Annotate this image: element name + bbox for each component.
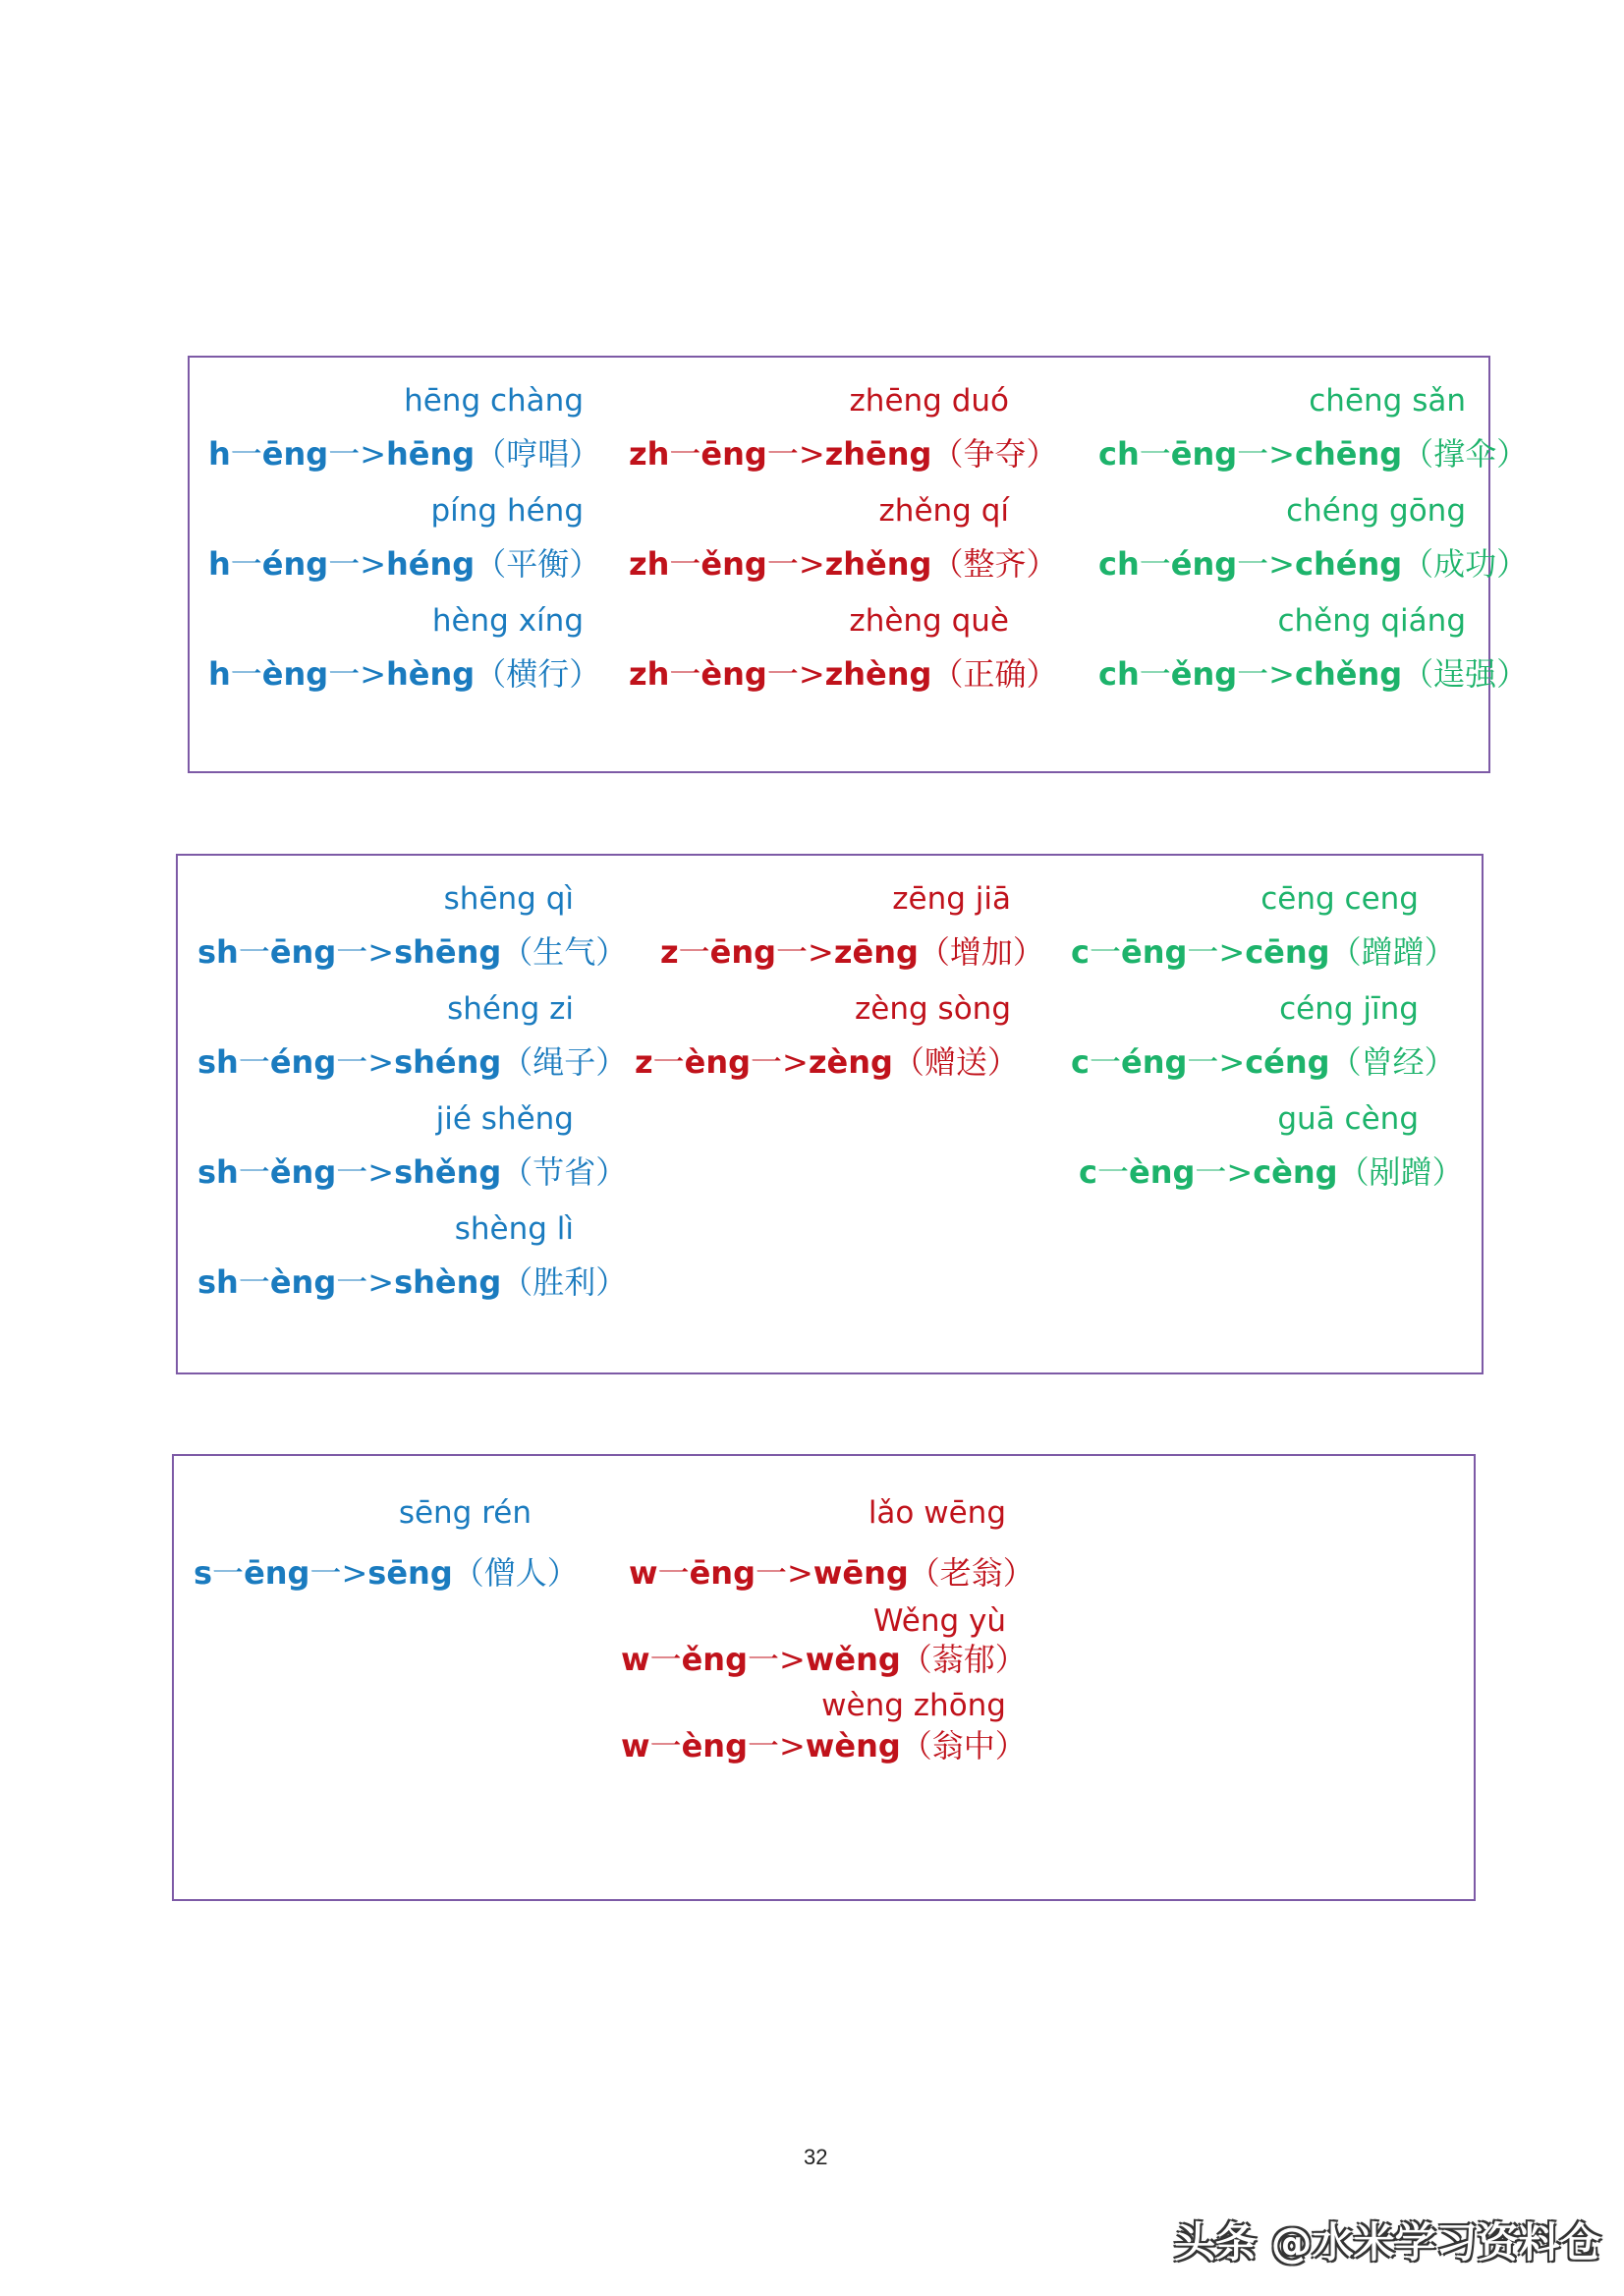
syllable-arrow: 一> [1237, 545, 1295, 583]
chinese-word: （成功） [1402, 545, 1529, 583]
syllable-result: shéng [394, 1043, 502, 1081]
syllable-result: shěng [394, 1153, 502, 1191]
pinyin-label-h-1: hēng chàng [404, 383, 584, 419]
syllable-arrow: 一> [336, 1043, 395, 1081]
pinyin-label-zh-2: zhěng qí [878, 493, 1009, 529]
spelling-line-ch-3 [1098, 655, 1529, 693]
syllable-base: w [629, 1554, 658, 1592]
syllable-dash: 一 [230, 435, 262, 473]
chinese-word: （整齐） [931, 545, 1058, 583]
syllable-result: sēng [367, 1554, 453, 1592]
spelling-line-zh-3 [629, 655, 1058, 693]
syllable-base: c [1079, 1153, 1097, 1191]
pinyin-label-sh-4: shèng lì [454, 1211, 574, 1247]
syllable-base: sh [197, 1153, 239, 1191]
syllable-base: c [1071, 933, 1090, 971]
syllable-result: héng [386, 545, 476, 583]
syllable-final: èng [684, 1043, 752, 1081]
syllable-base: c [1071, 1043, 1090, 1081]
syllable-dash: 一 [1139, 545, 1171, 583]
syllable-arrow: 一> [328, 435, 387, 473]
syllable-base: w [621, 1727, 650, 1764]
syllable-arrow: 一> [776, 933, 834, 971]
syllable-result: wēng [812, 1554, 909, 1592]
chinese-word: （撑伞） [1402, 435, 1529, 473]
pinyin-label-w-3: wèng zhōng [821, 1688, 1006, 1723]
syllable-arrow: 一> [766, 655, 825, 693]
syllable-base: h [208, 545, 231, 583]
syllable-base: sh [197, 933, 239, 971]
syllable-arrow: 一> [751, 1043, 809, 1081]
syllable-arrow: 一> [1187, 1043, 1246, 1081]
syllable-final: éng [269, 1043, 337, 1081]
syllable-dash: 一 [649, 1641, 682, 1678]
watermark: 头条 @水米学习资料仓 [1174, 2218, 1601, 2267]
syllable-final: ēng [700, 435, 767, 473]
syllable-dash: 一 [238, 1043, 270, 1081]
spelling-line-h-2 [208, 545, 601, 583]
chinese-word: （逞强） [1402, 655, 1529, 693]
chinese-word: （正确） [931, 655, 1058, 693]
pinyin-label-h-2: píng héng [430, 493, 584, 529]
syllable-result: zhěng [824, 545, 932, 583]
syllable-result: shèng [394, 1263, 502, 1301]
spelling-line-z-2 [635, 1043, 1019, 1081]
syllable-final: ēng [261, 435, 329, 473]
spelling-line-sh-1 [197, 933, 628, 971]
spelling-line-ch-1 [1098, 435, 1529, 473]
syllable-final: éng [1120, 1043, 1188, 1081]
syllable-base: zh [629, 435, 670, 473]
syllable-dash: 一 [669, 655, 701, 693]
pinyin-label-zh-1: zhēng duó [849, 383, 1009, 419]
syllable-dash: 一 [1089, 1043, 1121, 1081]
chinese-word: （剐蹭） [1337, 1153, 1464, 1191]
pinyin-label-sh-2: shéng zi [447, 991, 574, 1027]
syllable-final: èng [681, 1727, 748, 1764]
syllable-dash: 一 [1139, 655, 1171, 693]
syllable-base: ch [1098, 545, 1140, 583]
syllable-final: ēng [1120, 933, 1188, 971]
syllable-final: ěng [700, 545, 767, 583]
syllable-base: ch [1098, 655, 1140, 693]
syllable-result: wěng [805, 1641, 901, 1678]
syllable-dash: 一 [1096, 1153, 1129, 1191]
syllable-result: cēng [1245, 933, 1330, 971]
syllable-dash: 一 [230, 545, 262, 583]
syllable-final: ēng [709, 933, 777, 971]
syllable-dash: 一 [1089, 933, 1121, 971]
spelling-line-w-3 [621, 1727, 1027, 1764]
syllable-arrow: 一> [1187, 933, 1246, 971]
syllable-base: z [660, 933, 679, 971]
pinyin-label-sh-1: shēng qì [443, 881, 574, 917]
chinese-word: （争夺） [931, 435, 1058, 473]
chinese-word: （生气） [501, 933, 628, 971]
syllable-base: h [208, 655, 231, 693]
syllable-final: éng [1170, 545, 1238, 583]
syllable-arrow: 一> [1237, 435, 1295, 473]
syllable-dash: 一 [238, 1263, 270, 1301]
pinyin-label-z-2: zèng sòng [855, 991, 1011, 1027]
syllable-result: zēng [833, 933, 919, 971]
spelling-line-h-1 [208, 435, 601, 473]
spelling-line-sh-4 [197, 1263, 628, 1301]
chinese-word: （哼唱） [475, 435, 601, 473]
syllable-base: sh [197, 1043, 239, 1081]
chinese-word: （胜利） [501, 1263, 628, 1301]
chinese-word: （僧人） [452, 1554, 579, 1592]
chinese-word: （增加） [918, 933, 1044, 971]
spelling-line-c-3 [1079, 1153, 1464, 1191]
syllable-arrow: 一> [328, 655, 387, 693]
syllable-result: zèng [808, 1043, 893, 1081]
syllable-final: ēng [269, 933, 337, 971]
chinese-word: （横行） [475, 655, 601, 693]
spelling-line-s-1 [194, 1554, 579, 1592]
syllable-result: chéng [1294, 545, 1403, 583]
syllable-arrow: 一> [747, 1641, 806, 1678]
syllable-final: ěng [681, 1641, 748, 1678]
chinese-word: （蹭蹭） [1329, 933, 1456, 971]
chinese-word: （平衡） [475, 545, 601, 583]
syllable-result: céng [1245, 1043, 1330, 1081]
chinese-word: （老翁） [908, 1554, 1035, 1592]
syllable-arrow: 一> [336, 933, 395, 971]
syllable-arrow: 一> [328, 545, 387, 583]
pinyin-label-w-2: Wěng yù [872, 1603, 1006, 1639]
syllable-arrow: 一> [1195, 1153, 1254, 1191]
syllable-result: wèng [805, 1727, 901, 1764]
syllable-final: éng [261, 545, 329, 583]
pinyin-label-w-1: lǎo wēng [868, 1495, 1006, 1531]
pinyin-label-z-1: zēng jiā [892, 881, 1011, 917]
syllable-base: zh [629, 655, 670, 693]
syllable-arrow: 一> [755, 1554, 813, 1592]
chinese-word: （翁中） [900, 1727, 1027, 1764]
pinyin-label-c-1: cēng ceng [1260, 881, 1419, 917]
syllable-result: zhēng [824, 435, 932, 473]
syllable-dash: 一 [238, 933, 270, 971]
syllable-final: ěng [269, 1153, 337, 1191]
syllable-dash: 一 [212, 1554, 245, 1592]
spelling-line-c-1 [1071, 933, 1456, 971]
syllable-final: ēng [244, 1554, 310, 1592]
syllable-base: h [208, 435, 231, 473]
pinyin-label-c-2: céng jīng [1279, 991, 1419, 1027]
chinese-word: （绳子） [501, 1043, 628, 1081]
chinese-word: （赠送） [892, 1043, 1019, 1081]
pinyin-label-ch-1: chēng sǎn [1309, 383, 1466, 419]
spelling-line-zh-1 [629, 435, 1058, 473]
syllable-base: ch [1098, 435, 1140, 473]
syllable-arrow: 一> [309, 1554, 368, 1592]
syllable-dash: 一 [238, 1153, 270, 1191]
spelling-line-c-2 [1071, 1043, 1456, 1081]
pinyin-label-ch-2: chéng gōng [1286, 493, 1466, 529]
pinyin-label-h-3: hèng xíng [431, 603, 584, 639]
syllable-result: shēng [394, 933, 502, 971]
spelling-line-h-3 [208, 655, 601, 693]
syllable-dash: 一 [1139, 435, 1171, 473]
syllable-dash: 一 [649, 1727, 682, 1764]
syllable-result: chěng [1294, 655, 1403, 693]
spelling-line-zh-2 [629, 545, 1058, 583]
pinyin-label-c-3: guā cèng [1277, 1101, 1419, 1137]
spelling-line-w-2 [621, 1641, 1027, 1678]
spelling-line-sh-3 [197, 1153, 628, 1191]
syllable-arrow: 一> [336, 1153, 395, 1191]
syllable-result: cèng [1253, 1153, 1338, 1191]
syllable-final: ēng [689, 1554, 756, 1592]
syllable-base: sh [197, 1263, 239, 1301]
syllable-result: chēng [1294, 435, 1403, 473]
syllable-final: èng [269, 1263, 337, 1301]
syllable-base: z [635, 1043, 653, 1081]
pinyin-label-ch-3: chěng qiáng [1277, 603, 1466, 639]
syllable-final: ēng [1170, 435, 1238, 473]
spelling-line-w-1 [629, 1554, 1035, 1592]
syllable-arrow: 一> [766, 545, 825, 583]
syllable-final: èng [1128, 1153, 1196, 1191]
syllable-arrow: 一> [747, 1727, 806, 1764]
syllable-arrow: 一> [1237, 655, 1295, 693]
pinyin-label-s-1: sēng rén [398, 1495, 532, 1531]
chinese-word: （曾经） [1329, 1043, 1456, 1081]
chinese-word: （节省） [501, 1153, 628, 1191]
spelling-line-z-1 [660, 933, 1044, 971]
syllable-base: zh [629, 545, 670, 583]
syllable-dash: 一 [230, 655, 262, 693]
syllable-final: ěng [1170, 655, 1238, 693]
spelling-line-sh-2 [197, 1043, 628, 1081]
pinyin-label-zh-3: zhèng què [849, 603, 1009, 639]
syllable-final: èng [261, 655, 329, 693]
syllable-result: zhèng [824, 655, 932, 693]
syllable-final: èng [700, 655, 767, 693]
syllable-arrow: 一> [766, 435, 825, 473]
pinyin-label-sh-3: jié shěng [435, 1101, 574, 1137]
page-number: 32 [804, 2145, 828, 2169]
syllable-dash: 一 [669, 545, 701, 583]
syllable-result: hèng [386, 655, 476, 693]
syllable-dash: 一 [669, 435, 701, 473]
chinese-word: （蓊郁） [900, 1641, 1027, 1678]
syllable-base: s [194, 1554, 213, 1592]
syllable-arrow: 一> [336, 1263, 395, 1301]
syllable-result: hēng [386, 435, 476, 473]
syllable-dash: 一 [657, 1554, 690, 1592]
syllable-base: w [621, 1641, 650, 1678]
syllable-dash: 一 [678, 933, 710, 971]
spelling-line-ch-2 [1098, 545, 1529, 583]
syllable-dash: 一 [652, 1043, 685, 1081]
